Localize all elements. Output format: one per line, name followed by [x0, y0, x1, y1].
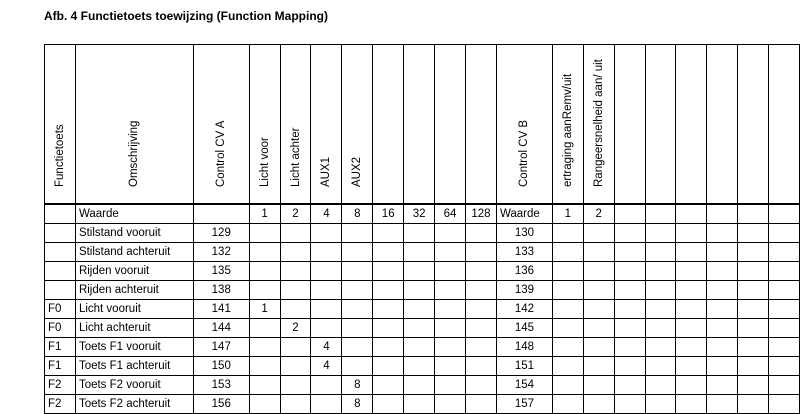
table-cell [552, 300, 583, 319]
table-cell [342, 300, 373, 319]
table-cell [552, 319, 583, 338]
table-cell [768, 262, 799, 281]
table-cell [707, 243, 738, 262]
table-cell [738, 262, 769, 281]
table-cell [583, 262, 614, 281]
table-row [45, 395, 800, 414]
table-cell [614, 395, 645, 414]
table-cell [342, 243, 373, 262]
table-cell [280, 395, 311, 414]
column-header-label: Rangeersnelheid aan/ uit [592, 59, 605, 187]
table-cell [193, 204, 249, 224]
table-row [45, 357, 800, 376]
table-cell: 8 [342, 204, 373, 224]
table-cell: 64 [435, 204, 466, 224]
table-cell [645, 204, 676, 224]
table-cell [249, 376, 280, 395]
table-cell [435, 395, 466, 414]
table-cell [342, 281, 373, 300]
table-cell [738, 395, 769, 414]
table-cell: 157 [496, 395, 552, 414]
table-row [45, 300, 800, 319]
table-cell [280, 243, 311, 262]
table-cell [373, 300, 404, 319]
table-cell [311, 376, 342, 395]
table-cell: 133 [496, 243, 552, 262]
table-cell [676, 224, 707, 243]
page-title: Afb. 4 Functietoets toewijzing (Function Mapping) [44, 9, 328, 23]
table-row [45, 338, 800, 357]
column-header-label: ertraging aanRemv/uit [561, 73, 574, 187]
column-header [496, 45, 552, 205]
table-cell [466, 376, 497, 395]
table-cell: Rijden achteruit [75, 281, 193, 300]
table-cell [280, 262, 311, 281]
table-cell: 16 [373, 204, 404, 224]
table-row [45, 243, 800, 262]
table-cell [645, 262, 676, 281]
table-cell: 151 [496, 357, 552, 376]
table-cell [552, 281, 583, 300]
table-cell: F0 [45, 319, 76, 338]
table-cell [280, 224, 311, 243]
table-cell [342, 224, 373, 243]
table-cell [311, 395, 342, 414]
table-cell [552, 338, 583, 357]
table-cell [466, 319, 497, 338]
table-cell: 128 [466, 204, 497, 224]
table-cell [404, 357, 435, 376]
table-cell [645, 243, 676, 262]
table-cell [552, 243, 583, 262]
table-cell [552, 395, 583, 414]
table-cell [45, 281, 76, 300]
table-cell [614, 338, 645, 357]
table-cell [583, 224, 614, 243]
table-cell [466, 395, 497, 414]
table-cell [466, 281, 497, 300]
table-cell [249, 281, 280, 300]
table-cell [45, 224, 76, 243]
table-cell [404, 338, 435, 357]
table-cell: 148 [496, 338, 552, 357]
table-cell [552, 357, 583, 376]
table-cell [583, 376, 614, 395]
table-cell [645, 224, 676, 243]
table-cell [614, 281, 645, 300]
table-cell: F1 [45, 357, 76, 376]
column-header [75, 45, 193, 205]
table-cell [707, 319, 738, 338]
table-cell: 147 [193, 338, 249, 357]
table-cell [373, 376, 404, 395]
table-cell [614, 224, 645, 243]
table-cell [676, 243, 707, 262]
table-cell [614, 300, 645, 319]
table-cell [342, 338, 373, 357]
table-cell [768, 338, 799, 357]
table-cell [768, 357, 799, 376]
column-header [645, 45, 676, 205]
table-cell: 144 [193, 319, 249, 338]
table-cell [583, 319, 614, 338]
table-cell [45, 204, 76, 224]
table-cell: 1 [249, 204, 280, 224]
table-cell [373, 243, 404, 262]
column-header [614, 45, 645, 205]
table-row [45, 281, 800, 300]
table-cell [707, 300, 738, 319]
table-cell [466, 262, 497, 281]
column-header [373, 45, 404, 205]
table-cell [768, 395, 799, 414]
table-cell [311, 224, 342, 243]
table-cell [435, 319, 466, 338]
table-row [45, 204, 800, 224]
table-cell [435, 281, 466, 300]
table-cell [738, 243, 769, 262]
table-cell [676, 395, 707, 414]
table-cell [738, 300, 769, 319]
table-cell [342, 262, 373, 281]
table-cell [404, 281, 435, 300]
table-cell [404, 300, 435, 319]
column-header [435, 45, 466, 205]
table-cell [614, 243, 645, 262]
table-cell: 136 [496, 262, 552, 281]
table-cell [768, 300, 799, 319]
table-cell [738, 319, 769, 338]
table-cell [738, 224, 769, 243]
column-header-label: AUX1 [320, 156, 333, 187]
table-cell [311, 281, 342, 300]
table-cell [373, 281, 404, 300]
table-cell [249, 319, 280, 338]
table-cell [466, 224, 497, 243]
table-cell [645, 300, 676, 319]
table-cell [614, 357, 645, 376]
table-cell [676, 319, 707, 338]
column-header [676, 45, 707, 205]
table-row [45, 224, 800, 243]
table-cell [404, 319, 435, 338]
table-cell: Waarde [75, 204, 193, 224]
table-row [45, 319, 800, 338]
table-cell [466, 338, 497, 357]
table-cell: Licht vooruit [75, 300, 193, 319]
table-cell [676, 262, 707, 281]
table-cell [768, 224, 799, 243]
table-cell [738, 338, 769, 357]
column-header-label: Licht achter [289, 127, 302, 187]
table-cell: Waarde [496, 204, 552, 224]
table-cell [707, 262, 738, 281]
table-cell [280, 357, 311, 376]
table-cell: 138 [193, 281, 249, 300]
table-cell: Stilstand vooruit [75, 224, 193, 243]
table-cell: 141 [193, 300, 249, 319]
table-cell [280, 338, 311, 357]
table-cell [583, 300, 614, 319]
table-cell: 32 [404, 204, 435, 224]
column-header [280, 45, 311, 205]
table-cell [435, 300, 466, 319]
table-cell [280, 281, 311, 300]
table-cell: 129 [193, 224, 249, 243]
table-cell [280, 300, 311, 319]
table-cell [583, 338, 614, 357]
table-cell [614, 204, 645, 224]
column-header-label: Control CV A [215, 120, 228, 187]
table-cell [249, 243, 280, 262]
column-header [193, 45, 249, 205]
table-cell [404, 262, 435, 281]
column-header [45, 45, 76, 205]
column-header [249, 45, 280, 205]
table-row [45, 376, 800, 395]
column-header [738, 45, 769, 205]
table-cell [645, 376, 676, 395]
column-header [311, 45, 342, 205]
table-cell [676, 338, 707, 357]
table-cell [583, 357, 614, 376]
table-cell: 2 [583, 204, 614, 224]
table-cell: 4 [311, 357, 342, 376]
table-cell [645, 395, 676, 414]
table-cell [373, 262, 404, 281]
table-cell [249, 338, 280, 357]
table-cell [707, 395, 738, 414]
table-cell [249, 224, 280, 243]
table-cell [738, 204, 769, 224]
table-cell: F0 [45, 300, 76, 319]
table-cell [768, 281, 799, 300]
table-cell [676, 376, 707, 395]
table-cell [280, 376, 311, 395]
table-cell [738, 281, 769, 300]
table-cell: F1 [45, 338, 76, 357]
table-cell: 4 [311, 338, 342, 357]
column-header [768, 45, 799, 205]
table-cell: 156 [193, 395, 249, 414]
table-cell [466, 357, 497, 376]
table-cell [583, 395, 614, 414]
table-cell: Rijden vooruit [75, 262, 193, 281]
table-cell [676, 204, 707, 224]
table-cell [768, 243, 799, 262]
table-header-row [45, 45, 800, 205]
table-cell: 130 [496, 224, 552, 243]
table-cell [583, 243, 614, 262]
table-cell [738, 357, 769, 376]
table-cell [738, 376, 769, 395]
table-cell [435, 376, 466, 395]
column-header [466, 45, 497, 205]
table-cell [707, 224, 738, 243]
table-cell [645, 319, 676, 338]
function-mapping-table [44, 44, 800, 414]
table-cell: F2 [45, 376, 76, 395]
table-cell: 4 [311, 204, 342, 224]
table-cell: Toets F1 vooruit [75, 338, 193, 357]
column-header [583, 45, 614, 205]
table-cell [707, 357, 738, 376]
table-cell [45, 243, 76, 262]
table-cell [249, 357, 280, 376]
table-cell [311, 300, 342, 319]
table-cell [614, 376, 645, 395]
table-cell [707, 338, 738, 357]
table-cell [249, 262, 280, 281]
column-header [404, 45, 435, 205]
table-cell [373, 319, 404, 338]
table-cell [342, 319, 373, 338]
table-cell [552, 376, 583, 395]
table-cell [435, 243, 466, 262]
table-cell [768, 319, 799, 338]
table-cell [466, 243, 497, 262]
table-cell [45, 262, 76, 281]
table-cell: 2 [280, 204, 311, 224]
column-header-label: AUX2 [351, 156, 364, 187]
table-cell: Stilstand achteruit [75, 243, 193, 262]
column-header-label: Omschrijving [128, 120, 141, 187]
table-cell [676, 281, 707, 300]
column-header [552, 45, 583, 205]
table-cell [373, 357, 404, 376]
table-cell [676, 357, 707, 376]
table-cell [645, 357, 676, 376]
table-cell [645, 338, 676, 357]
table-cell [614, 319, 645, 338]
table-cell: 8 [342, 376, 373, 395]
table-cell [249, 395, 280, 414]
table-cell [645, 281, 676, 300]
table-cell [311, 319, 342, 338]
table-cell [676, 300, 707, 319]
table-cell: Toets F2 achteruit [75, 395, 193, 414]
table-cell: 132 [193, 243, 249, 262]
table-cell: 2 [280, 319, 311, 338]
table-cell [373, 224, 404, 243]
table-cell [583, 281, 614, 300]
table-cell [373, 338, 404, 357]
table-cell: 145 [496, 319, 552, 338]
column-header-label: Licht voor [258, 137, 271, 187]
column-header [342, 45, 373, 205]
table-cell [435, 262, 466, 281]
table-cell [404, 376, 435, 395]
table-cell: Licht achteruit [75, 319, 193, 338]
table-cell [707, 376, 738, 395]
table-cell: 1 [249, 300, 280, 319]
table-cell: Toets F1 achteruit [75, 357, 193, 376]
table-cell [768, 376, 799, 395]
table-cell [404, 243, 435, 262]
table-cell [435, 357, 466, 376]
table-cell: 8 [342, 395, 373, 414]
table-cell [404, 395, 435, 414]
table-row [45, 262, 800, 281]
table-cell: 154 [496, 376, 552, 395]
table-cell: F2 [45, 395, 76, 414]
table-cell [435, 338, 466, 357]
table-cell: 1 [552, 204, 583, 224]
table-cell: 150 [193, 357, 249, 376]
table-cell [466, 300, 497, 319]
table-cell: 139 [496, 281, 552, 300]
table-cell [614, 262, 645, 281]
table-cell: 153 [193, 376, 249, 395]
table-cell [435, 224, 466, 243]
column-header-label: Functietoets [53, 124, 66, 187]
column-header [707, 45, 738, 205]
table-cell [552, 224, 583, 243]
column-header-label: Control CV B [518, 119, 531, 187]
table-cell [552, 262, 583, 281]
table-cell [768, 204, 799, 224]
table-cell: Toets F2 vooruit [75, 376, 193, 395]
table-cell [707, 204, 738, 224]
table-cell [342, 357, 373, 376]
table-cell [404, 224, 435, 243]
table-cell: 142 [496, 300, 552, 319]
table-cell [311, 243, 342, 262]
table-cell [311, 262, 342, 281]
table-cell [373, 395, 404, 414]
table-cell [707, 281, 738, 300]
table-cell: 135 [193, 262, 249, 281]
